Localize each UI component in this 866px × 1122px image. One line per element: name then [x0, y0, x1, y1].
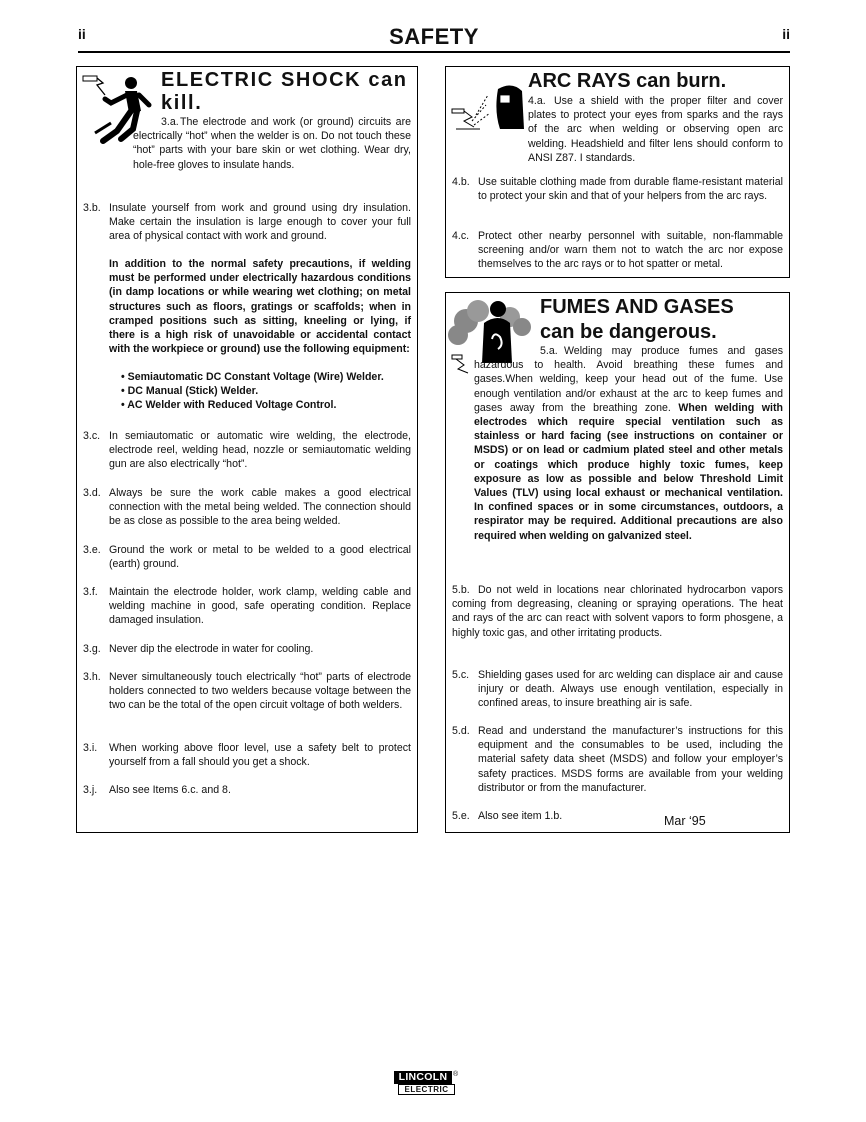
item-text: Insulate yourself from work and ground using dry insulation. Make certain the insulation is large enough to cover your full area of physical contact with work and ground. — [109, 202, 411, 243]
page-number-right: ii — [782, 26, 790, 42]
item-text: Also see Items 6.c. and 8. — [109, 784, 231, 796]
page-title: SAFETY — [389, 24, 479, 49]
item-text: When working above floor level, use a safety belt to protect yourself from a fall should you get a shock. — [109, 742, 411, 769]
page-header — [78, 24, 790, 50]
item-label: 3.e. — [83, 544, 101, 556]
list-item: • Semiautomatic DC Constant Voltage (Wire) Welder. — [121, 371, 384, 383]
item-label: 5.a. — [540, 345, 558, 357]
item-text: In semiautomatic or automatic wire welding, the electrode, electrode reel, welding head, nozzle or semiautomatic welding gun are also electrically “hot”. — [109, 430, 411, 471]
warning-text: In addition to the normal safety precautions, if welding must be performed under electrically hazardous conditions (in damp locations or while wearing wet clothing; on metal structures such as floors, gratings or scaffolds; when in cramped positions such as sitting, kneeling or lying, if there is a high risk of unavoidable or accidental contact with the workpiece or ground) use the following equipment: — [109, 258, 411, 356]
item-label: 5.d. — [452, 725, 470, 737]
item-label: 5.e. — [452, 810, 470, 822]
logo-bottom-text: ELECTRIC — [398, 1084, 455, 1095]
item-label: 3.b. — [83, 202, 101, 214]
item-text: Maintain the electrode holder, work clamp, welding cable and welding machine in good, safe operating condition. Replace damaged insulation. — [109, 586, 411, 627]
header-rule — [78, 51, 790, 53]
item-label: 3.f. — [83, 586, 98, 598]
item-text: Read and understand the manufacturer’s instructions for this equipment and the consumables to be used, including the material safety data sheet (MSDS) and follow your employer’s safety practices. MSDS forms are available from your welding distributor or from the manufacturer. — [478, 725, 783, 794]
item-label: 5.b. — [452, 584, 470, 596]
revision-date: Mar ‘95 — [664, 814, 706, 828]
registered-mark: ® — [453, 1071, 459, 1078]
equipment-list — [109, 370, 411, 413]
item-label: 4.c. — [452, 230, 470, 242]
electric-shock-title: ELECTRIC SHOCK can kill. — [161, 69, 408, 114]
logo-top-text: LINCOLN — [394, 1071, 452, 1084]
electric-shock-section — [76, 66, 418, 833]
item-label: 4.b. — [452, 176, 470, 188]
list-item: • DC Manual (Stick) Welder. — [121, 385, 259, 398]
item-label: 4.a. — [528, 95, 546, 107]
item-text — [474, 344, 783, 543]
item-text-bold: When welding with electrodes which require special ventilation such as stainless or hard facing (see instructions on container or MSDS) or on lead or cadmium plated steel and other metals or coatings which produce highly toxic fumes, keep exposure as low as possible and below Threshold Limit Values (TLV) using local exhaust or mechanical ventilation. In confined spaces or in some circumstances, outdoors, a respirator may be required. Additional precautions are also required when welding on galvanized steel. — [474, 401, 783, 542]
item-text: Shielding gases used for arc welding can displace air and cause injury or death. Always use enough ventilation, especially in confined areas, to insure breathing air is safe. — [478, 669, 783, 710]
item-label: 5.c. — [452, 669, 470, 681]
arc-welder-icon — [450, 81, 526, 135]
item-label: 3.j. — [83, 784, 98, 796]
lincoln-electric-logo — [394, 1071, 464, 1097]
item-label: 3.h. — [83, 671, 101, 683]
list-item: • AC Welder with Reduced Voltage Control. — [121, 399, 337, 412]
arc-rays-section — [445, 66, 790, 278]
fumes-subtitle: can be dangerous. — [540, 321, 717, 343]
item-label: 3.a. — [161, 116, 179, 128]
item-text: The electrode and work (or ground) circuits are electrically “hot” when the welder is on. Do not touch these “hot” parts with your bare skin or wet clothing. Wear dry, hole-free gloves to insulate hands. — [133, 116, 411, 171]
item-text: Never dip the electrode in water for cooling. — [109, 643, 314, 655]
item-text: Use suitable clothing made from durable flame-resistant material to protect your skin and that of your helpers from the arc rays. — [478, 176, 783, 203]
item-label: 3.g. — [83, 643, 101, 655]
item-label: 3.i. — [83, 742, 98, 754]
item-text: Do not weld in locations near chlorinated hydrocarbon vapors coming from degreasing, cleaning or spraying operations. The heat and rays of the arc can react with solvent vapors to form phosgene, a highly toxic gas, and other irritating products. — [452, 584, 783, 639]
item-label: 3.c. — [83, 430, 101, 442]
item-text: Also see item 1.b. — [478, 810, 563, 822]
item-text: Use a shield with the proper filter and cover plates to protect your eyes from sparks and the rays of the arc when welding or observing open arc welding. Headshield and filter lens should conform to ANSI Z87. I standards. — [528, 95, 783, 164]
item-text: Ground the work or metal to be welded to a good electrical (earth) ground. — [109, 544, 411, 571]
fumes-gases-section — [445, 292, 790, 833]
page-number-left: ii — [78, 26, 86, 42]
item-label: 3.d. — [83, 487, 101, 499]
item-text: Never simultaneously touch electrically “hot” parts of electrode holders connected to two welders because voltage between the two can be the total of the open circuit voltage of both welders. — [109, 671, 411, 712]
item-text: Always be sure the work cable makes a good electrical connection with the metal being welded. The connection should be as close as possible to the area being welded. — [109, 487, 411, 528]
fumes-title: FUMES AND GASES — [540, 296, 734, 318]
item-text: Protect other nearby personnel with suitable, non-flammable screening and/or warn them not to watch the arc nor expose themselves to the arc rays or to hot spatter or metal. — [478, 230, 783, 271]
item-text-plain: Welding may produce fumes and gases hazardous to health. Avoid breathing these fumes and gases.When welding, keep your head out of the fume. Use enough ventilation and/or exhaust at the arc to keep fumes and gases away from the breathing zone. — [474, 345, 783, 414]
arc-rays-title: ARC RAYS can burn. — [528, 70, 727, 92]
